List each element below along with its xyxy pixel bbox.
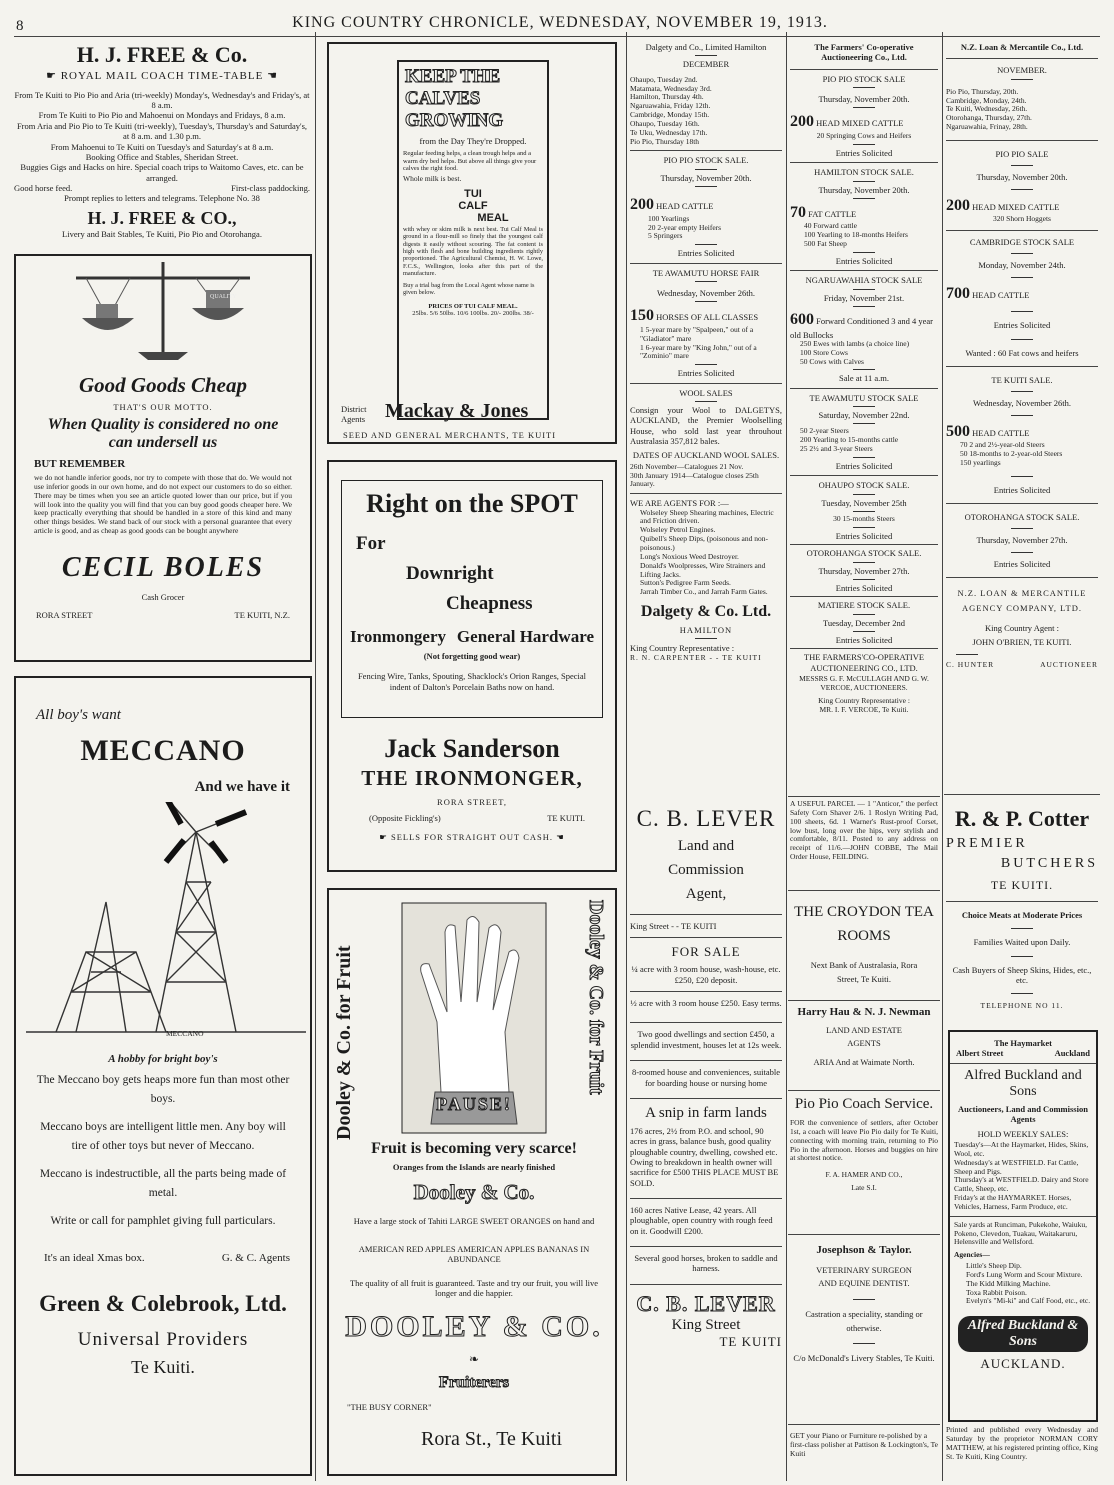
boles-body: we do not handle inferior goods, nor try to compete with those that do. We would not use inferior goods in our own home, and do not expect our customers to do so either. There may be times when you see an article quoted lower than our price, but if you will look into the quality you will find that you can buy good goods cheaper here. We keep practically everything that should be handled in a store of this kind and many other things besides. We stand back of our stock with a personal guarantee that every article is good, and as cheap as good goods can be bought anywhere: [34, 473, 292, 536]
lever-s1: ¼ acre with 3 room house, wash-house, etc. £250, £20 deposit.: [631, 964, 781, 985]
buckland-days: Tuesday's—At the Haymarket, Hides, Skins, Wool, etc. Wednesday's at WESTFIELD. Fat Cattle, Sheep and Pigs. Thursday's at WESTFIELD. Dairy and Store Cattle, Sheep, etc. Friday's at the HAYMARKET. Horses, Vehicles, Harness, Farm Produce, etc.: [954, 1139, 1089, 1211]
lever-s3: Two good dwellings and section £450, a splendid investment, houses let at 12s week.: [630, 1029, 782, 1050]
dalgety-firm: Dalgety & Co. Ltd.: [640, 603, 772, 621]
farmers-ot-title: OTOROHANGA STOCK SALE.: [806, 548, 922, 559]
nzloan-tk-title: TE KUITI SALE.: [991, 374, 1053, 385]
farmers-pp-item: 20 Springing Cows and Heifers: [816, 130, 912, 140]
dooley-have: Have a large stock of Tahiti LARGE SWEET ORANGES on hand and: [353, 1216, 595, 1226]
dalgety-rep-label: King Country Representative :: [630, 643, 735, 654]
farmers-pp-head: 200 HEAD MIXED CATTLE: [790, 113, 904, 131]
dooley-big: DOOLEY & CO.: [345, 1310, 603, 1343]
dalgety-wool-d1: 26th November—Catalogues 21 Nov.: [630, 461, 744, 471]
farmers-advert: [790, 42, 938, 715]
free-name-2: H. J. FREE & CO.,: [87, 207, 237, 228]
free-lines: From Te Kuiti to Pio Pio and Aria (tri-weekly) Monday's, Wednesday's and Friday's, at 8 a.m. From Te Kuiti to Pio Pio and Mahoenui on Mondays and Fridays, 8 a.m. From Aria and Pio Pio to Te Kuiti (tri-weekly), Tuesday's, Thursday's and Saturday's, at 8 a.m. and 1.30 p.m. From Mahoenui to Te Kuiti on Tuesday's and Saturday's at 8 a.m. Booking Office and Stables, Sheridan Street. Buggies Gigs and Hacks on hire. Special coach trips to Waitomo Caves, etc. can be arranged.: [14, 89, 310, 183]
farmers-rep: MR. I. F. VERCOE, Te Kuiti.: [819, 704, 909, 714]
cotter-tel: TELEPHONE NO 11.: [980, 1001, 1064, 1011]
nzloan-solicited: Entries Solicited: [993, 320, 1051, 331]
coach-name: F. A. HAMER AND CO.,: [825, 1170, 903, 1180]
dooley-corner: "THE BUSY CORNER": [347, 1402, 432, 1412]
buckland-name: Alfred Buckland and Sons: [964, 1067, 1082, 1099]
imprint: Printed and published every Wednesday and Saturday by the proprietor NORMAN CORY MATTHEW, at his registered printing office, King St. Te Kuiti, King Country.: [946, 1425, 1098, 1461]
nzloan-rep-label: King Country Agent :: [985, 623, 1059, 634]
buckland-advert: [948, 1030, 1098, 1422]
dooley-fruiterers: Fruiterers: [439, 1374, 509, 1391]
meccano-img-label: MECCANO: [166, 1029, 204, 1038]
boles-advert: [14, 254, 312, 662]
josephson-name: Josephson & Taylor.: [816, 1244, 912, 1256]
buckland-weekly: HOLD WEEKLY SALES:: [977, 1128, 1069, 1139]
farmers-ot-date: Thursday, November 27th.: [818, 565, 910, 576]
nzloan-solicited-3: Entries Solicited: [993, 558, 1051, 569]
spot-for: For: [356, 533, 386, 554]
dalgety-pp-head: 200 HEAD CATTLE: [630, 196, 714, 214]
meccano-town: Te Kuiti.: [131, 1357, 195, 1378]
spot-opp: (Opposite Fickling's) TE KUITI.: [369, 813, 585, 824]
calves-body: with whey or skim milk is next best. Tui Calf Meal is ground in a flour-mill so finely that the youngest calf digests it easily without scouring. The fat content is high with flesh and bone building ingredients rightly proportioned. The Agricultural Chemist, H. W. Lowe, F.C.S., Wellington, looks after this part of the manufacture.: [403, 225, 543, 278]
buckland-street: Albert Street Auckland: [956, 1048, 1090, 1059]
lever-s6: 160 acres Native Lease, 42 years. All ploughable, open country with rough feed on it. Goodwill £200.: [630, 1205, 773, 1236]
dalgety-horse-title: TE AWAMUTU HORSE FAIR: [652, 267, 760, 278]
josephson-addr: C/o McDonald's Livery Stables, Te Kuiti.: [793, 1353, 935, 1364]
dalgety-agents: Wolseley Sheep Shearing machines, Electric and Friction driven. Wolseley Petrol Engines. Quibell's Sheep Dips, (poisonous and non-poisonous.) Long's Noxious Weed Destroyer. Donald's Woolpresses, Wire Strainers and Lifting Jacks. Sutton's Pedigree Farm Seeds. Jarrah Timber Co., and Jarrah Farm Gates.: [640, 507, 774, 597]
farmers-solicited-6: Entries Solicited: [835, 635, 893, 646]
nzloan-cam-title: CAMBRIDGE STOCK SALE: [969, 237, 1075, 248]
parcel-advert: A USEFUL PARCEL — 1 "Anticor," the perfect Safety Corn Shaver 2/6. 1 Roslyn Writing Pad, 100 sheets, 6d. 1 Warner's Rust-proof Corset, low bust, long over the hips, very stylish and comfortable, 8/11. Posted to any address on receipt of 11/6.—JOHN COBBE, The Mail Order House, FEILDING.: [790, 799, 938, 862]
dooley-apples: AMERICAN RED APPLES AMERICAN APPLES BANANAS IN ABUNDANCE: [358, 1244, 590, 1265]
cotter-name: R. & P. Cotter: [954, 806, 1090, 831]
dalgety-pp-items: 100 Yearlings 20 2-year empty Heifers 5 Springers: [648, 213, 722, 241]
column-rule: [942, 32, 943, 1481]
farmers-pp-date: Thursday, November 20th.: [818, 94, 910, 105]
farmers-foot2: MESSRS G. F. McCULLAGH AND G. W. VERCOE, AUCTIONEERS.: [799, 674, 929, 693]
dalgety-wool-title: WOOL SALES: [679, 387, 733, 398]
nzloan-head: N.Z. Loan & Mercantile Co., Ltd.: [960, 42, 1084, 52]
lever-s2: ½ acre with 3 room house £250. Easy terms.: [630, 998, 782, 1009]
dalgety-december: DECEMBER: [682, 59, 730, 70]
scales-label: QUALITY: [210, 294, 237, 300]
josephson-advert: [790, 1244, 938, 1366]
nzloan-tk-head: 500 HEAD CATTLE: [946, 422, 1030, 440]
lever-advert: [630, 806, 782, 1476]
lever-s7: Several good horses, broken to saddle and harness.: [634, 1253, 778, 1274]
calves-agent: Mackay & Jones: [385, 400, 529, 422]
spot-name: Jack Sanderson: [384, 734, 560, 763]
hau-name: Harry Hau & N. J. Newman: [797, 1006, 931, 1018]
spot-trade: THE IRONMONGER,: [361, 766, 583, 790]
dooley-advert: [327, 888, 617, 1476]
spot-advert: [327, 460, 617, 872]
dalgety-wool-body: Consign your Wool to DALGETYS, AUCKLAND, the Premier Woolselling House, who sold last year throuhout Australasia 357,812 bales.: [630, 404, 782, 446]
lever-land: Land and Commission Agent,: [668, 838, 744, 902]
spot-lines: Ironmongery General Hardware: [350, 627, 594, 646]
calves-tui: TUI: [464, 187, 482, 200]
farmers-ng-items: 250 Ewes with lambs (a choice line) 100 Store Cows 50 Cows with Calves: [800, 338, 910, 366]
meccano-providers: Universal Providers: [77, 1329, 249, 1351]
nzloan-solicited-2: Entries Solicited: [993, 484, 1051, 495]
nzloan-dates: Pio Pio, Thursday, 20th. Cambridge, Monday, 24th. Te Kuiti, Wednesday, 26th. Otorohanga, Thursday, 27th. Ngaruawahia, Frinay, 28th.: [946, 86, 1032, 132]
dooley-quality: The quality of all fruit is guaranteed. Taste and try our fruit, you will live longer and die happier.: [349, 1278, 599, 1299]
dalgety-horse-date: Wednesday, November 26th.: [657, 287, 755, 298]
lever-forsale: FOR SALE: [671, 944, 741, 960]
dalgety-rep: R. N. CARPENTER - - TE KUITI: [630, 652, 762, 662]
lever-street-2: King Street: [671, 1316, 741, 1333]
farmers-solicited-4: Entries Solicited: [835, 530, 893, 541]
spot-title: Right on the SPOT: [366, 489, 578, 518]
lever-name-2: C. B. LEVER: [636, 1290, 776, 1316]
nzloan-ot-date: Thursday, November 27th.: [976, 535, 1068, 546]
farmers-ng-title: NGARUAWAHIA STOCK SALE: [805, 275, 923, 286]
farmers-ng-sale: Sale at 11 a.m.: [839, 373, 889, 384]
coach-late: Late S.I.: [851, 1183, 877, 1193]
column-rule: [315, 32, 316, 1481]
farmers-ma-date: Tuesday, December 2nd: [823, 617, 905, 628]
lever-name: C. B. LEVER: [636, 806, 776, 831]
josephson-body: Castration a speciality, standing or otherwise.: [805, 1308, 923, 1333]
boles-slogan: When Quality is considered no one can undersell us: [47, 416, 279, 452]
boles-but: BUT REMEMBER: [34, 458, 126, 471]
nzloan-hunter: C. HUNTER AUCTIONEER: [946, 659, 1098, 669]
farmers-ng-date: Friday, November 21st.: [823, 292, 905, 303]
nzloan-rep: JOHN O'BRIEN, TE KUITI.: [972, 637, 1072, 648]
dalgety-dates: Ohaupo, Tuesday 2nd. Matamata, Wednesday 3rd. Hamilton, Thursday 4th. Ngaruawahia, Friday 12th. Cambridge, Monday 15th. Ohaupo, Tuesday 16th. Te Uku, Wednesday 17th. Pio Pio, Thursday 18th: [630, 74, 712, 146]
dalgety-wool-d2: 30th January 1914—Catalogue closes 25th January.: [630, 470, 759, 489]
spot-cheapness: Cheapness: [446, 593, 533, 614]
coach-title: Pio Pio Coach Service.: [794, 1096, 934, 1112]
free-advert: [14, 42, 310, 247]
nzloan-pp-item: 320 Shorn Hoggets: [993, 214, 1051, 224]
meccano-top: All boy's want: [36, 707, 121, 723]
dalgety-advert: [630, 42, 782, 663]
calves-prices: 25lbs. 5/6 50lbs. 10/6 100lbs. 20/- 200lbs. 38/-: [412, 310, 534, 318]
free-feed: Good horse feed. First-class paddocking.: [14, 182, 310, 193]
coach-advert: [790, 1096, 938, 1193]
buckland-yards: Sale yards at Runciman, Pukekohe, Waiuku, Pokeno, Clevedon, Tuakau, Waitakaruru, Helensville and Wellsford.: [954, 1219, 1087, 1247]
cotter-premier: PREMIER: [946, 836, 1028, 851]
calves-title: KEEP THE CALVES GROWING: [405, 66, 504, 131]
farmers-ta-items: 50 2-year Steers 200 Yearling to 15-months cattle 25 2½ and 3-year Steers: [800, 426, 899, 454]
calves-merchants: SEED AND GENERAL MERCHANTS, TE KUITI: [343, 430, 557, 440]
nzloan-ot-title: OTOROHANGA STOCK SALE.: [964, 512, 1080, 523]
dalgety-horse-items: 1 5-year mare by "Spalpeen," out of a "Gladiator" mare 1 6-year mare by "King John," out of a "Zominio" mare: [640, 324, 757, 361]
buckland-hay: The Haymarket: [994, 1038, 1052, 1048]
nzloan-cam-date: Monday, November 24th.: [978, 260, 1066, 271]
meccano-paras: The Meccano boy gets heaps more fun than most other boys. Meccano boys are intelligent little men. Any boy will tire of other toys but never of Meccano. Meccano is indestructible, all the parts being made of metal. Write or call for pamphlet giving full particulars.: [36, 1073, 290, 1228]
calves-intro: Regular feeding helps, a clean trough helps and a warm dry bed helps. But above all things give your calves the right food.: [403, 149, 537, 173]
farmers-rep-label: King Country Representative :: [818, 695, 910, 705]
lever-s4: 8-roomed house and conveniences, suitable for boarding house or nursing home: [632, 1067, 780, 1088]
calves-panel: [397, 60, 549, 420]
free-livery: Livery and Bait Stables, Te Kuiti, Pio Pio and Otorohanga.: [62, 228, 262, 239]
farmers-solicited: Entries Solicited: [835, 147, 893, 158]
nzloan-pp-date: Thursday, November 20th.: [976, 172, 1068, 183]
dalgety-agents-title: WE ARE AGENTS FOR :—: [630, 498, 729, 509]
farmers-pp-title: PIO PIO STOCK SALE: [822, 73, 906, 84]
farmers-foot1: THE FARMERS'CO-OPERATIVE AUCTIONEERING CO., LTD.: [803, 652, 925, 673]
dalgety-city: HAMILTON: [679, 625, 733, 636]
boles-name: CECIL BOLES: [61, 552, 265, 584]
dooley-pause: PAUSE!: [436, 1094, 512, 1114]
hau-place: ARIA And at Waimate North.: [813, 1056, 915, 1067]
calves-prices-title: PRICES OF TUI CALF MEAL.: [428, 302, 518, 310]
nzloan-pp-title: PIO PIO SALE: [995, 148, 1049, 159]
calves-trial: Buy a trial bag from the Local Agent whose name is given below.: [403, 281, 535, 297]
cotter-cash: Cash Buyers of Sheep Skins, Hides, etc., etc.: [952, 964, 1092, 986]
buckland-agencies: Agencies—: [954, 1250, 990, 1260]
free-name: H. J. FREE & Co.: [76, 42, 248, 67]
farmers-oh-title: OHAUPO STOCK SALE.: [818, 480, 910, 491]
hau-advert: [790, 1006, 938, 1067]
meccano-have: And we have it: [194, 779, 290, 795]
meccano-xmas: It's an ideal Xmas box. G. & C. Agents: [44, 1251, 290, 1264]
buckland-trade: Auctioneers, Land and Commission Agents: [958, 1103, 1088, 1125]
cotter-butchers: BUTCHERS: [1000, 856, 1098, 871]
nzloan-cam-head: 700 HEAD CATTLE: [946, 284, 1030, 302]
nzloan-advert: [946, 42, 1098, 670]
calves-calf: CALF: [458, 199, 488, 212]
boles-headline: Good Goods Cheap: [78, 373, 247, 397]
dooley-side-left: Dooley & Co. for Fruit: [333, 945, 355, 1140]
header-rule: [14, 36, 1100, 37]
meccano-windmill-icon: [16, 802, 310, 1042]
calves-district: District Agents: [341, 404, 367, 425]
lever-street: King Street - - TE KUITI: [630, 921, 717, 931]
nzloan-wanted: Wanted : 60 Fat cows and heifers: [965, 347, 1079, 358]
column-rule: [626, 32, 627, 1481]
scales-icon: [16, 256, 310, 366]
farmers-oh-date: Tuesday, November 25th: [821, 497, 907, 508]
farmers-ham-date: Thursday, November 20th.: [818, 184, 910, 195]
calves-meal: MEAL: [477, 211, 509, 224]
farmers-ta-title: TE AWAMUTU STOCK SALE: [809, 392, 919, 403]
croydon-addr: Next Bank of Australasia, Rora Street, Te Kuiti.: [810, 960, 918, 985]
coach-body: FOR the convenience of settlers, after October 1st, a coach will leave Pio Pio daily for Te Kuiti, connecting with morning train, returning to Pio Pio in the afternoon. Horses and buggies on hire at shortest notice.: [790, 1118, 938, 1163]
farmers-ham-title: HAMILTON STOCK SALE.: [814, 167, 914, 178]
cotter-advert: [946, 806, 1098, 1011]
boles-motto: THAT'S OUR MOTTO.: [113, 402, 213, 412]
free-prompt: Prompt replies to letters and telegrams. Telephone No. 38: [64, 193, 260, 204]
farmers-ng-head: 600 Forward Conditioned 3 and 4 year old Bullocks: [790, 311, 933, 340]
meccano-advert: [14, 676, 312, 1476]
dooley-side-right: Dooley & Co. for Fruit: [585, 900, 607, 1095]
farmers-solicited-5: Entries Solicited: [835, 583, 893, 594]
calves-whole: Whole milk is best.: [403, 173, 462, 183]
cotter-town: TE KUITI.: [990, 878, 1054, 892]
nzloan-tk-items: 70 2 and 2½-year-old Steers 50 18-months to 2-year-old Steers 150 yearlings: [960, 440, 1063, 467]
dalgety-solicited-2: Entries Solicited: [677, 368, 735, 379]
masthead: KING COUNTRY CHRONICLE, WEDNESDAY, NOVEMBER 19, 1913.: [292, 14, 828, 31]
dooley-ornament: ❧: [468, 1352, 480, 1366]
dalgety-head: Dalgety and Co., Limited Hamilton: [645, 42, 767, 52]
farmers-ham-head: 70 FAT CATTLE: [790, 203, 857, 221]
boles-address: RORA STREET TE KUITI, N.Z.: [36, 610, 290, 621]
piano-advert: GET your Piano or Furniture re-polished by a first-class polisher at Pattison & Lockington's, Te Kuiti: [790, 1431, 938, 1458]
buckland-logo: Alfred Buckland & Sons: [958, 1316, 1088, 1352]
dalgety-horse-head: 150 HORSES OF ALL CLASSES: [630, 307, 759, 325]
farmers-ham-items: 40 Forward cattle 100 Yearling to 18-months Heifers 500 Fat Sheep: [804, 221, 908, 249]
farmers-ma-title: MATIERE STOCK SALE.: [817, 600, 911, 611]
boles-trade: Cash Grocer: [141, 592, 185, 603]
spot-panel: [341, 480, 603, 718]
calves-sub: from the Day They're Dropped.: [419, 135, 527, 146]
hau-trade: LAND AND ESTATE AGENTS: [826, 1024, 902, 1049]
spot-forget: (Not forgetting good wear): [423, 651, 521, 661]
lever-snip: A snip in farm lands: [645, 1104, 767, 1121]
dalgety-pp-title: PIO PIO STOCK SALE.: [663, 155, 749, 166]
farmers-head: The Farmers' Co-operative Auctioneering Co., Ltd.: [814, 42, 914, 63]
dooley-scarce: Fruit is becoming very scarce!: [371, 1140, 577, 1157]
meccano-firm: Green & Colebrook, Ltd.: [39, 1291, 287, 1317]
nzloan-pp-head: 200 HEAD MIXED CATTLE: [946, 196, 1060, 214]
dooley-name: Dooley & Co.: [413, 1180, 535, 1204]
croydon-title: THE CROYDON TEA ROOMS: [794, 904, 934, 944]
free-timetable: ☛ ROYAL MAIL COACH TIME-TABLE ☚: [46, 70, 278, 82]
josephson-trade: VETERINARY SURGEON AND EQUINE DENTIST.: [816, 1264, 912, 1289]
spot-cash: ☛ SELLS FOR STRAIGHT OUT CASH. ☚: [379, 831, 565, 842]
farmers-solicited-3: Entries Solicited: [835, 461, 893, 472]
meccano-hobby: A hobby for bright boy's: [108, 1053, 218, 1065]
page-number: 8: [16, 18, 24, 34]
farmers-oh-item: 30 15-months Steers: [833, 514, 895, 524]
meccano-title: MECCANO: [80, 734, 246, 767]
dalgety-solicited: Entries Solicited: [677, 248, 735, 259]
cotter-families: Families Waited upon Daily.: [973, 937, 1071, 948]
column-rule: [786, 32, 787, 1481]
dooley-oranges: Oranges from the Islands are nearly finished: [392, 1162, 556, 1172]
farmers-solicited-2: Entries Solicited: [835, 255, 893, 266]
farmers-ta-date: Saturday, November 22nd.: [818, 410, 910, 421]
spot-downright: Downright: [406, 563, 494, 584]
spot-street: RORA STREET,: [437, 797, 507, 807]
calves-advert: [327, 42, 617, 444]
lever-s5: 176 acres, 2½ from P.O. and school, 90 acres in grass, balance bush, good quality ploughable country, dwelling, cowshed etc. Owing to breakdown in health owner will sacrifice for £500 THIS PLACE MUST BE SOLD.: [630, 1125, 779, 1188]
buckland-auckland: AUCKLAND.: [980, 1356, 1066, 1372]
spot-fencing: Fencing Wire, Tanks, Spouting, Shacklock's Orion Ranges, Special indent of Dalton's Porcelain Baths now on hand.: [357, 671, 587, 692]
nzloan-nov: NOVEMBER.: [997, 65, 1047, 76]
dalgety-pp-date: Thursday, November 20th.: [660, 172, 752, 183]
dalgety-wool-dates: DATES OF AUCKLAND WOOL SALES.: [632, 450, 780, 461]
buckland-ag-items: Little's Sheep Dip. Ford's Lung Worm and Scour Mixture. The Kidd Milking Machine. Toxa Rabbit Poison. Evelyn's "Mi-ki" and Calf Food, etc., etc.: [966, 1261, 1091, 1306]
dooley-street: Rora St., Te Kuiti: [421, 1428, 563, 1450]
lever-town-2: TE KUITI: [719, 1333, 782, 1349]
cotter-choice: Choice Meats at Moderate Prices: [961, 910, 1083, 920]
nzloan-agency: N.Z. LOAN & MERCANTILE AGENCY COMPANY, LTD.: [957, 588, 1087, 613]
nzloan-tk-date: Wednesday, November 26th.: [973, 398, 1071, 409]
